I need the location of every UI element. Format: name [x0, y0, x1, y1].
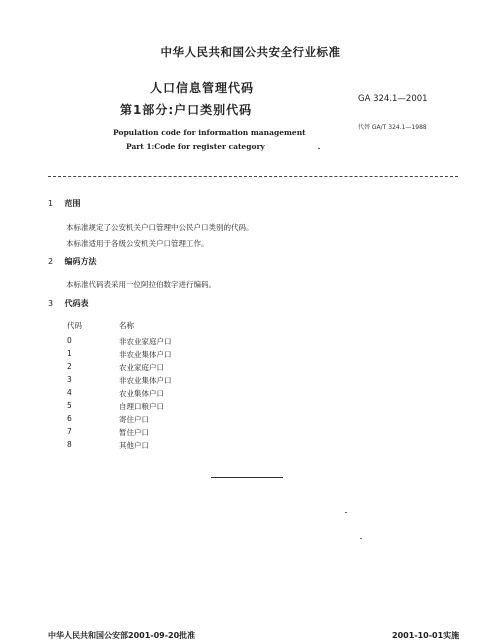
name-cell: 非农业集体户口 [119, 350, 172, 359]
code-cell: 5 [67, 401, 72, 410]
section-title: 范围 [64, 199, 81, 208]
section-title: 代码表 [64, 299, 89, 308]
section-2-heading [48, 256, 97, 267]
section-number: 2 [48, 257, 54, 266]
section-number: 3 [48, 299, 54, 308]
table-row [67, 375, 267, 386]
standard-number: GA 324.1—2001 [358, 94, 428, 104]
table-row [67, 336, 267, 347]
table-row [67, 388, 267, 399]
section-title: 编码方法 [64, 257, 97, 266]
code-column-header: 代码 [67, 321, 82, 330]
scan-speck [360, 538, 362, 539]
table-row [67, 414, 267, 425]
name-cell: 寄住户口 [119, 415, 149, 424]
table-row [67, 349, 267, 360]
code-cell: 3 [67, 375, 72, 384]
name-column-header: 名称 [119, 321, 134, 330]
english-title-line-2: Part 1:Code for register category [126, 142, 265, 151]
code-cell: 0 [67, 336, 72, 345]
header-divider [48, 176, 458, 177]
code-cell: 4 [67, 388, 72, 397]
approval-note: 中华人民共和国公安部2001-09-20批准 [48, 631, 196, 640]
section-1-paragraph-1: 本标准规定了公安机关户口管理中公民户口类别的代码。 [66, 223, 254, 232]
code-cell: 8 [67, 440, 72, 449]
code-table-header [67, 320, 267, 331]
table-row [67, 362, 267, 373]
section-1-heading [48, 198, 81, 209]
code-cell: 6 [67, 414, 72, 423]
name-cell: 非农业家庭户口 [119, 337, 172, 346]
name-cell: 暂住户口 [119, 428, 149, 437]
section-2-paragraph-1: 本标准代码表采用一位阿拉伯数字进行编码。 [66, 280, 216, 289]
table-row [67, 440, 267, 451]
issuer-heading: 中华人民共和国公共安全行业标准 [160, 45, 341, 59]
name-cell: 其他户口 [119, 441, 149, 450]
section-number: 1 [48, 199, 54, 208]
name-cell: 非农业集体户口 [119, 376, 172, 385]
name-cell: 自理口粮户口 [119, 402, 164, 411]
replaces-note: 代替 GA/T 324.1—1988 [358, 124, 427, 131]
end-rule [211, 477, 283, 478]
code-cell: 2 [67, 362, 72, 371]
table-row [67, 401, 267, 412]
title-line-2: 第1部分:户口类别代码 [120, 103, 253, 117]
section-1-paragraph-2: 本标准适用于各级公安机关户口管理工作。 [66, 239, 209, 248]
scan-speck [345, 512, 347, 513]
table-row [67, 427, 267, 438]
name-cell: 农业集体户口 [119, 389, 164, 398]
scan-speck [318, 148, 320, 149]
implementation-date: 2001-10-01实施 [392, 631, 460, 640]
code-cell: 1 [67, 349, 72, 358]
section-3-heading [48, 298, 89, 309]
title-line-1: 人口信息管理代码 [150, 81, 255, 95]
code-cell: 7 [67, 427, 72, 436]
name-cell: 农业家庭户口 [119, 363, 164, 372]
english-title-line-1: Population code for information management [113, 128, 306, 137]
